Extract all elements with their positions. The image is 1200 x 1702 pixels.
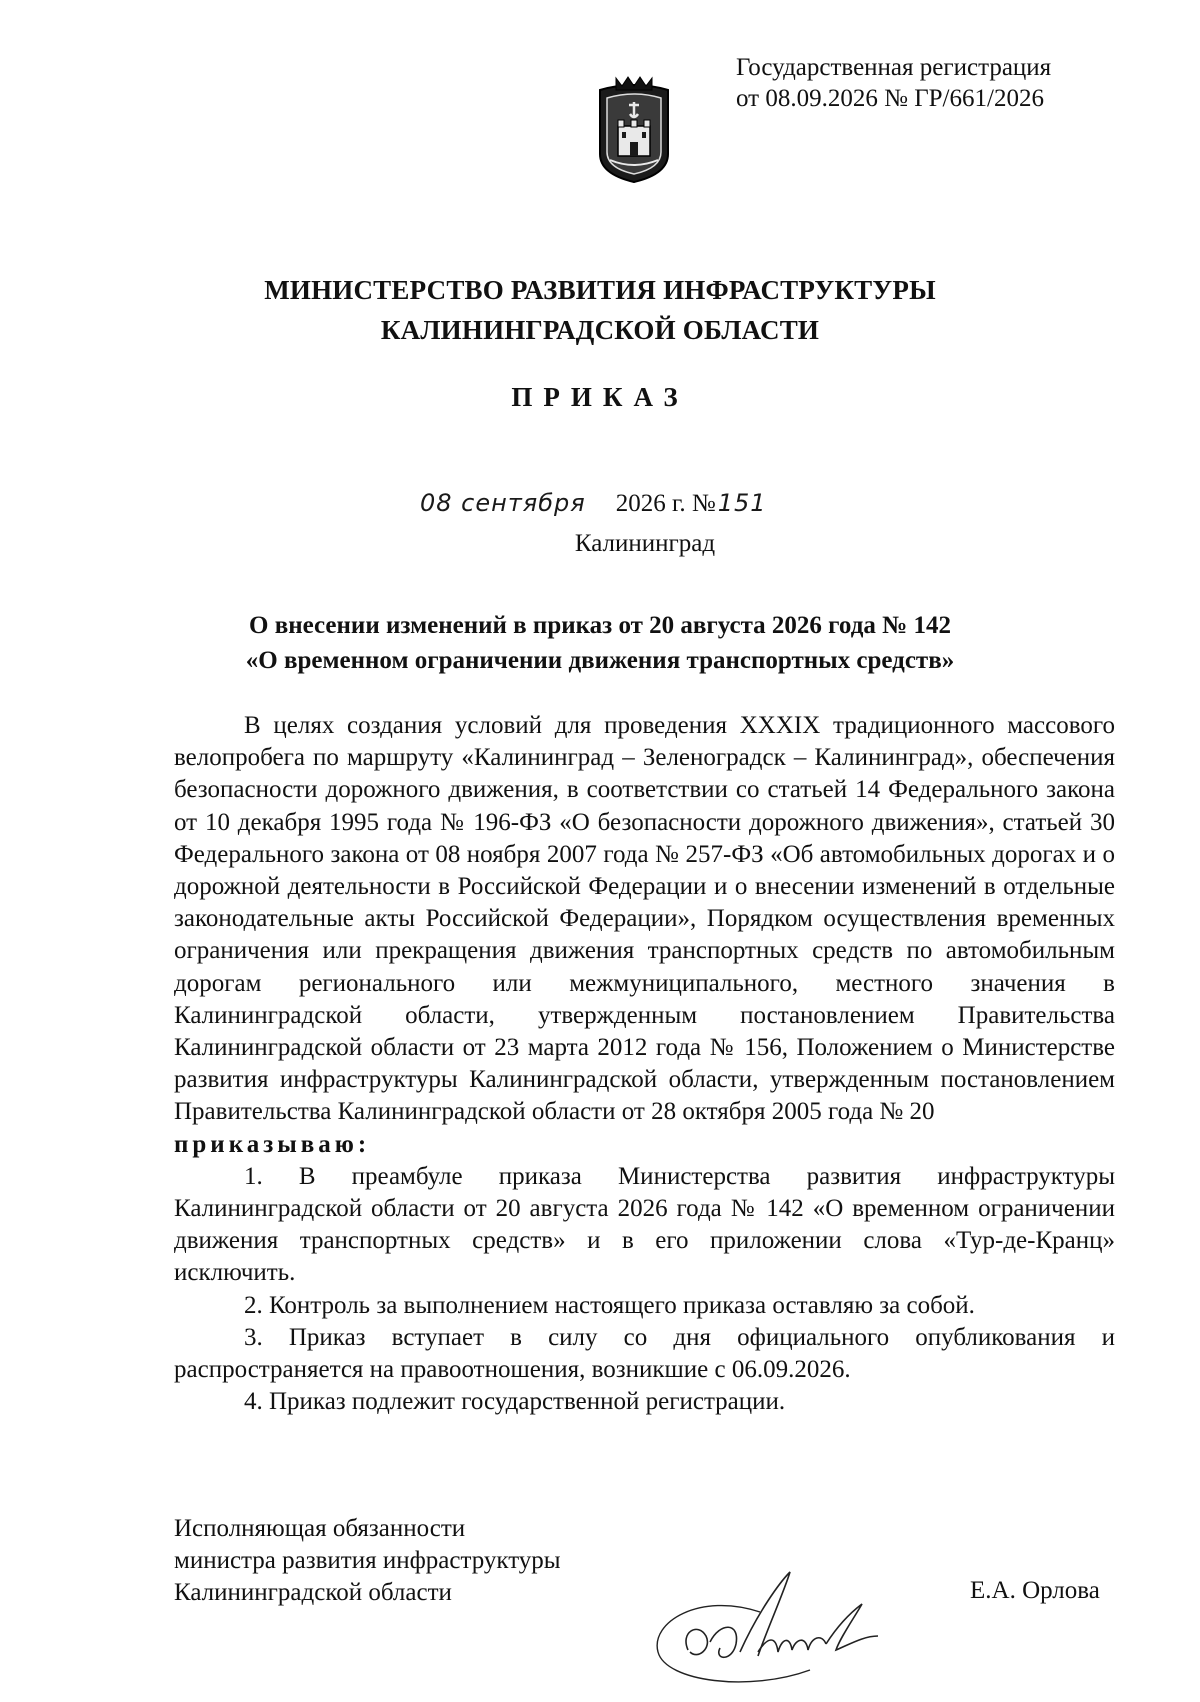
signatory-position — [174, 1513, 561, 1609]
order-word: приказываю: — [174, 1130, 371, 1158]
order-item-4: 4. Приказ подлежит государственной регистрации. — [244, 1388, 786, 1416]
year-number-label: 2026 г. № — [615, 490, 716, 517]
order-item-2: 2. Контроль за выполнением настоящего приказа оставляю за собой. — [244, 1291, 975, 1319]
position-line-3: Калининградской области — [174, 1579, 452, 1606]
document-body — [174, 710, 1115, 1418]
registration-stamp — [736, 52, 1051, 114]
preamble-paragraph: В целях создания условий для проведения XXXIX традиционного массового велопробега по маршруту «Калининград – Зеленоградск – Калининград», обеспечения безопасности дорожного движения, в соответствии со статьей 14 Федерального закона от 10 декабря 1995 года № 196-ФЗ «О безопасности дорожного движения», статьей 30 Федерального закона от 08 ноября 2007 года № 257-ФЗ «Об автомобильных дорогах и о дорожной деятельности в Российской Федерации и о внесении изменений в отдельные законодательные акты Российской Федерации», Порядком осуществления временных ограничения или прекращения движения транспортных средств по автомобильным дорогам регионального или межмуниципального, местного значения в Калининградской области, утвержденным постановлением Правительства Калининградской области от 23 марта 2012 года № 156, Положением о Министерстве развития инфраструктуры Калининградской области, утвержденным постановлением Правительства Калининградской области от 28 октября 2005 года № 20 — [174, 712, 1115, 1126]
title-line-2: «О временном ограничении движения транспортных средств» — [245, 647, 955, 674]
order-item-3: 3. Приказ вступает в силу со дня официального опубликования и распространяется на правоотношения, возникшие с 06.09.2026. — [174, 1323, 1115, 1384]
handwritten-date: 08 сентября — [420, 489, 586, 517]
city-name: Калининград — [574, 530, 716, 557]
signatory-name: Е.А. Орлова — [970, 1577, 1100, 1604]
ministry-line-1: МИНИСТЕРСТВО РАЗВИТИЯ ИНФРАСТРУКТУРЫ — [264, 275, 936, 305]
registration-line-1: Государственная регистрация — [736, 54, 1052, 81]
document-title — [0, 608, 1200, 678]
handwritten-number: 151 — [717, 489, 767, 517]
title-line-1: О внесении изменений в приказ от 20 августа 2026 года № 142 — [249, 612, 951, 639]
document-type: ПРИКАЗ — [511, 382, 689, 412]
handwritten-signature — [640, 1552, 920, 1702]
ministry-header — [0, 270, 1200, 350]
position-line-1: Исполняющая обязанности — [174, 1515, 466, 1542]
registration-line-2: от 08.09.2026 № ГР/661/2026 — [736, 85, 1044, 112]
date-line — [420, 489, 767, 518]
order-item-1: 1. В преамбуле приказа Министерства развития инфраструктуры Калининградской области от 20 августа 2026 года № 142 «О временном ограничении движения транспортных средств» и в его приложении слова «Тур-де-Кранц» исключить. — [174, 1162, 1115, 1287]
position-line-2: министра развития инфраструктуры — [174, 1547, 561, 1574]
coat-of-arms-icon — [596, 74, 672, 184]
ministry-line-2: КАЛИНИНГРАДСКОЙ ОБЛАСТИ — [380, 315, 820, 345]
